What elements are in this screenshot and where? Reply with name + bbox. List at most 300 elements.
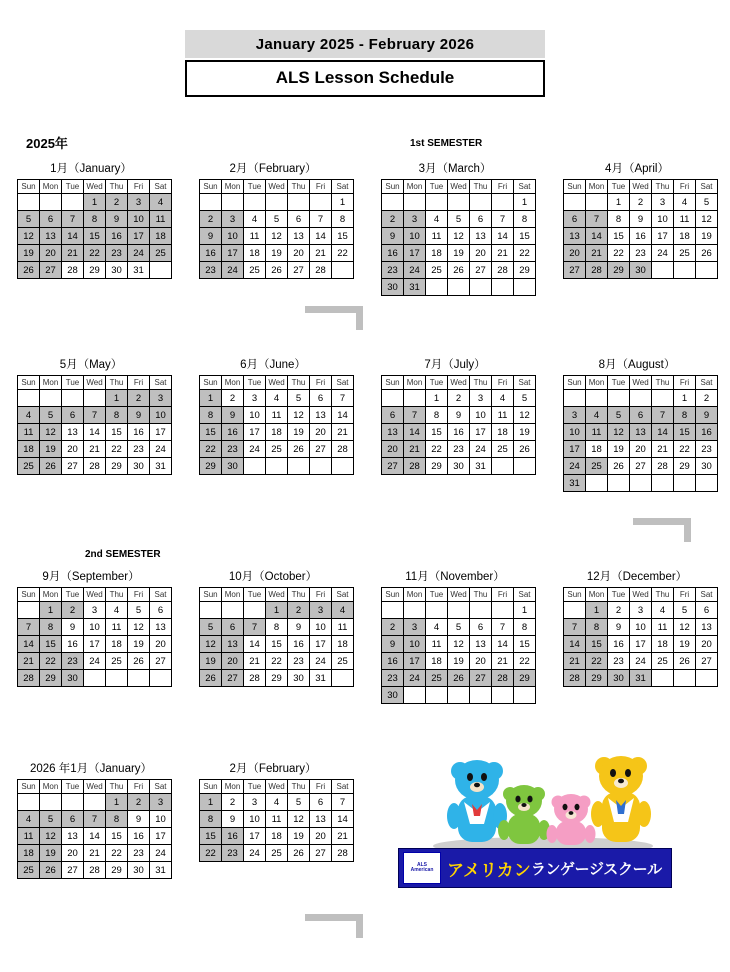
calendar-day-cell[interactable]: 12 [40, 828, 62, 845]
calendar-day-cell[interactable]: 28 [586, 262, 608, 279]
calendar-day-cell[interactable]: 13 [310, 811, 332, 828]
calendar-day-cell[interactable]: 19 [514, 424, 536, 441]
calendar-day-cell[interactable]: 14 [586, 228, 608, 245]
calendar-day-cell[interactable]: 4 [332, 602, 354, 619]
calendar-day-cell[interactable]: 25 [266, 845, 288, 862]
calendar-day-cell[interactable]: 10 [244, 811, 266, 828]
calendar-day-cell[interactable]: 21 [62, 245, 84, 262]
calendar-day-cell[interactable]: 24 [310, 653, 332, 670]
calendar-day-cell[interactable]: 19 [266, 245, 288, 262]
calendar-day-cell[interactable]: 1 [200, 794, 222, 811]
calendar-day-cell[interactable]: 20 [310, 828, 332, 845]
calendar-day-cell[interactable]: 2 [288, 602, 310, 619]
calendar-day-cell[interactable]: 6 [564, 211, 586, 228]
calendar-day-cell[interactable]: 1 [266, 602, 288, 619]
calendar-day-cell[interactable]: 10 [128, 211, 150, 228]
calendar-day-cell[interactable]: 19 [128, 636, 150, 653]
calendar-day-cell[interactable]: 12 [40, 424, 62, 441]
calendar-day-cell[interactable]: 24 [150, 845, 172, 862]
calendar-day-cell[interactable]: 12 [448, 636, 470, 653]
calendar-day-cell[interactable]: 21 [404, 441, 426, 458]
calendar-day-cell[interactable]: 14 [84, 828, 106, 845]
calendar-day-cell[interactable]: 2 [128, 390, 150, 407]
calendar-day-cell[interactable]: 8 [40, 619, 62, 636]
calendar-day-cell[interactable]: 24 [244, 845, 266, 862]
calendar-day-cell[interactable]: 14 [310, 228, 332, 245]
calendar-day-cell[interactable]: 25 [106, 653, 128, 670]
calendar-day-cell[interactable]: 15 [84, 228, 106, 245]
calendar-day-cell[interactable]: 30 [630, 262, 652, 279]
calendar-day-cell[interactable]: 6 [310, 794, 332, 811]
calendar-day-cell[interactable]: 28 [84, 458, 106, 475]
calendar-day-cell[interactable]: 28 [310, 262, 332, 279]
calendar-day-cell[interactable]: 9 [382, 636, 404, 653]
calendar-day-cell[interactable]: 26 [266, 262, 288, 279]
calendar-day-cell[interactable]: 11 [106, 619, 128, 636]
calendar-day-cell[interactable]: 14 [492, 228, 514, 245]
calendar-day-cell[interactable]: 5 [288, 794, 310, 811]
calendar-day-cell[interactable]: 24 [222, 262, 244, 279]
calendar-day-cell[interactable]: 16 [222, 828, 244, 845]
calendar-day-cell[interactable]: 27 [288, 262, 310, 279]
calendar-day-cell[interactable]: 18 [266, 424, 288, 441]
calendar-day-cell[interactable]: 12 [674, 619, 696, 636]
calendar-day-cell[interactable]: 2 [608, 602, 630, 619]
calendar-day-cell[interactable]: 3 [652, 194, 674, 211]
calendar-day-cell[interactable]: 19 [200, 653, 222, 670]
calendar-day-cell[interactable]: 27 [310, 441, 332, 458]
calendar-day-cell[interactable]: 7 [652, 407, 674, 424]
calendar-day-cell[interactable]: 27 [470, 670, 492, 687]
calendar-day-cell[interactable]: 6 [62, 811, 84, 828]
calendar-day-cell[interactable]: 28 [62, 262, 84, 279]
calendar-day-cell[interactable]: 22 [608, 245, 630, 262]
calendar-day-cell[interactable]: 22 [200, 845, 222, 862]
calendar-day-cell[interactable]: 25 [266, 441, 288, 458]
calendar-day-cell[interactable]: 8 [514, 619, 536, 636]
calendar-day-cell[interactable]: 17 [128, 228, 150, 245]
calendar-day-cell[interactable]: 18 [244, 245, 266, 262]
calendar-day-cell[interactable]: 2 [696, 390, 718, 407]
calendar-day-cell[interactable]: 15 [200, 424, 222, 441]
calendar-day-cell[interactable]: 8 [266, 619, 288, 636]
calendar-day-cell[interactable]: 10 [150, 811, 172, 828]
calendar-day-cell[interactable]: 23 [128, 441, 150, 458]
calendar-day-cell[interactable]: 28 [18, 670, 40, 687]
calendar-day-cell[interactable]: 22 [514, 653, 536, 670]
calendar-day-cell[interactable]: 16 [128, 424, 150, 441]
calendar-day-cell[interactable]: 10 [222, 228, 244, 245]
calendar-day-cell[interactable]: 29 [426, 458, 448, 475]
calendar-day-cell[interactable]: 2 [448, 390, 470, 407]
calendar-day-cell[interactable]: 2 [106, 194, 128, 211]
calendar-day-cell[interactable]: 13 [630, 424, 652, 441]
calendar-day-cell[interactable]: 5 [696, 194, 718, 211]
calendar-day-cell[interactable]: 29 [106, 458, 128, 475]
calendar-day-cell[interactable]: 14 [564, 636, 586, 653]
calendar-day-cell[interactable]: 6 [222, 619, 244, 636]
calendar-day-cell[interactable]: 7 [18, 619, 40, 636]
calendar-day-cell[interactable]: 27 [62, 862, 84, 879]
calendar-day-cell[interactable]: 19 [448, 245, 470, 262]
calendar-day-cell[interactable]: 3 [222, 211, 244, 228]
calendar-day-cell[interactable]: 7 [84, 407, 106, 424]
calendar-day-cell[interactable]: 29 [674, 458, 696, 475]
calendar-day-cell[interactable]: 20 [150, 636, 172, 653]
calendar-day-cell[interactable]: 15 [608, 228, 630, 245]
calendar-day-cell[interactable]: 23 [288, 653, 310, 670]
calendar-day-cell[interactable]: 20 [470, 245, 492, 262]
calendar-day-cell[interactable]: 18 [426, 653, 448, 670]
calendar-day-cell[interactable]: 30 [382, 279, 404, 296]
calendar-day-cell[interactable]: 21 [310, 245, 332, 262]
calendar-day-cell[interactable]: 12 [288, 407, 310, 424]
calendar-day-cell[interactable]: 19 [696, 228, 718, 245]
calendar-day-cell[interactable]: 10 [310, 619, 332, 636]
calendar-day-cell[interactable]: 10 [470, 407, 492, 424]
calendar-day-cell[interactable]: 16 [222, 424, 244, 441]
calendar-day-cell[interactable]: 5 [18, 211, 40, 228]
calendar-day-cell[interactable]: 2 [222, 794, 244, 811]
calendar-day-cell[interactable]: 2 [382, 619, 404, 636]
calendar-day-cell[interactable]: 3 [310, 602, 332, 619]
calendar-day-cell[interactable]: 29 [608, 262, 630, 279]
calendar-day-cell[interactable]: 3 [404, 619, 426, 636]
calendar-day-cell[interactable]: 22 [426, 441, 448, 458]
calendar-day-cell[interactable]: 17 [84, 636, 106, 653]
calendar-day-cell[interactable]: 21 [84, 845, 106, 862]
calendar-day-cell[interactable]: 30 [288, 670, 310, 687]
calendar-day-cell[interactable]: 18 [266, 828, 288, 845]
calendar-day-cell[interactable]: 15 [106, 828, 128, 845]
calendar-day-cell[interactable]: 6 [696, 602, 718, 619]
calendar-day-cell[interactable]: 1 [674, 390, 696, 407]
calendar-day-cell[interactable]: 1 [84, 194, 106, 211]
calendar-day-cell[interactable]: 2 [222, 390, 244, 407]
calendar-day-cell[interactable]: 21 [564, 653, 586, 670]
calendar-day-cell[interactable]: 21 [652, 441, 674, 458]
calendar-day-cell[interactable]: 18 [18, 845, 40, 862]
calendar-day-cell[interactable]: 10 [652, 211, 674, 228]
calendar-day-cell[interactable]: 12 [200, 636, 222, 653]
calendar-day-cell[interactable]: 13 [470, 228, 492, 245]
calendar-day-cell[interactable]: 1 [514, 602, 536, 619]
calendar-day-cell[interactable]: 26 [448, 670, 470, 687]
calendar-day-cell[interactable]: 9 [630, 211, 652, 228]
calendar-day-cell[interactable]: 26 [448, 262, 470, 279]
calendar-day-cell[interactable]: 29 [106, 862, 128, 879]
calendar-day-cell[interactable]: 28 [652, 458, 674, 475]
calendar-day-cell[interactable]: 19 [288, 828, 310, 845]
calendar-day-cell[interactable]: 12 [514, 407, 536, 424]
calendar-day-cell[interactable]: 17 [222, 245, 244, 262]
calendar-day-cell[interactable]: 4 [492, 390, 514, 407]
calendar-day-cell[interactable]: 18 [332, 636, 354, 653]
calendar-day-cell[interactable]: 28 [332, 845, 354, 862]
calendar-day-cell[interactable]: 24 [630, 653, 652, 670]
calendar-day-cell[interactable]: 30 [382, 687, 404, 704]
calendar-day-cell[interactable]: 18 [586, 441, 608, 458]
calendar-day-cell[interactable]: 11 [674, 211, 696, 228]
calendar-day-cell[interactable]: 4 [652, 602, 674, 619]
calendar-day-cell[interactable]: 10 [404, 636, 426, 653]
calendar-day-cell[interactable]: 23 [608, 653, 630, 670]
calendar-day-cell[interactable]: 29 [84, 262, 106, 279]
calendar-day-cell[interactable]: 1 [106, 390, 128, 407]
calendar-day-cell[interactable]: 3 [150, 794, 172, 811]
calendar-day-cell[interactable]: 12 [266, 228, 288, 245]
calendar-day-cell[interactable]: 6 [62, 407, 84, 424]
calendar-day-cell[interactable]: 27 [310, 845, 332, 862]
calendar-day-cell[interactable]: 17 [150, 828, 172, 845]
calendar-day-cell[interactable]: 13 [696, 619, 718, 636]
calendar-day-cell[interactable]: 22 [586, 653, 608, 670]
calendar-day-cell[interactable]: 20 [470, 653, 492, 670]
calendar-day-cell[interactable]: 23 [448, 441, 470, 458]
calendar-day-cell[interactable]: 8 [200, 811, 222, 828]
calendar-day-cell[interactable]: 14 [84, 424, 106, 441]
calendar-day-cell[interactable]: 23 [200, 262, 222, 279]
calendar-day-cell[interactable]: 7 [404, 407, 426, 424]
calendar-day-cell[interactable]: 15 [266, 636, 288, 653]
calendar-day-cell[interactable]: 6 [470, 211, 492, 228]
calendar-day-cell[interactable]: 5 [608, 407, 630, 424]
calendar-day-cell[interactable]: 26 [608, 458, 630, 475]
calendar-day-cell[interactable]: 7 [492, 211, 514, 228]
calendar-day-cell[interactable]: 3 [244, 794, 266, 811]
calendar-day-cell[interactable]: 20 [222, 653, 244, 670]
calendar-day-cell[interactable]: 22 [84, 245, 106, 262]
calendar-day-cell[interactable]: 1 [40, 602, 62, 619]
calendar-day-cell[interactable]: 29 [266, 670, 288, 687]
calendar-day-cell[interactable]: 21 [84, 441, 106, 458]
calendar-day-cell[interactable]: 22 [266, 653, 288, 670]
calendar-day-cell[interactable]: 26 [288, 845, 310, 862]
calendar-day-cell[interactable]: 30 [222, 458, 244, 475]
calendar-day-cell[interactable]: 2 [62, 602, 84, 619]
calendar-day-cell[interactable]: 16 [62, 636, 84, 653]
calendar-day-cell[interactable]: 6 [40, 211, 62, 228]
calendar-day-cell[interactable]: 11 [332, 619, 354, 636]
calendar-day-cell[interactable]: 15 [514, 228, 536, 245]
calendar-day-cell[interactable]: 17 [404, 653, 426, 670]
calendar-day-cell[interactable]: 26 [40, 458, 62, 475]
calendar-day-cell[interactable]: 11 [586, 424, 608, 441]
calendar-day-cell[interactable]: 16 [128, 828, 150, 845]
calendar-day-cell[interactable]: 29 [514, 670, 536, 687]
calendar-day-cell[interactable]: 15 [674, 424, 696, 441]
calendar-day-cell[interactable]: 10 [84, 619, 106, 636]
calendar-day-cell[interactable]: 5 [674, 602, 696, 619]
calendar-day-cell[interactable]: 3 [470, 390, 492, 407]
calendar-day-cell[interactable]: 24 [244, 441, 266, 458]
calendar-day-cell[interactable]: 25 [18, 458, 40, 475]
calendar-day-cell[interactable]: 20 [630, 441, 652, 458]
calendar-day-cell[interactable]: 11 [426, 636, 448, 653]
calendar-day-cell[interactable]: 19 [40, 441, 62, 458]
calendar-day-cell[interactable]: 31 [128, 262, 150, 279]
calendar-day-cell[interactable]: 9 [448, 407, 470, 424]
calendar-day-cell[interactable]: 1 [514, 194, 536, 211]
calendar-day-cell[interactable]: 4 [674, 194, 696, 211]
calendar-day-cell[interactable]: 27 [564, 262, 586, 279]
calendar-day-cell[interactable]: 17 [470, 424, 492, 441]
calendar-day-cell[interactable]: 16 [382, 245, 404, 262]
calendar-day-cell[interactable]: 15 [586, 636, 608, 653]
calendar-day-cell[interactable]: 28 [244, 670, 266, 687]
calendar-day-cell[interactable]: 17 [150, 424, 172, 441]
calendar-day-cell[interactable]: 27 [630, 458, 652, 475]
calendar-day-cell[interactable]: 14 [244, 636, 266, 653]
calendar-day-cell[interactable]: 18 [492, 424, 514, 441]
calendar-day-cell[interactable]: 16 [608, 636, 630, 653]
calendar-day-cell[interactable]: 21 [492, 653, 514, 670]
calendar-day-cell[interactable]: 17 [404, 245, 426, 262]
calendar-day-cell[interactable]: 8 [608, 211, 630, 228]
calendar-day-cell[interactable]: 20 [696, 636, 718, 653]
calendar-day-cell[interactable]: 2 [200, 211, 222, 228]
calendar-day-cell[interactable]: 22 [514, 245, 536, 262]
calendar-day-cell[interactable]: 23 [222, 441, 244, 458]
calendar-day-cell[interactable]: 11 [652, 619, 674, 636]
calendar-day-cell[interactable]: 23 [382, 670, 404, 687]
calendar-day-cell[interactable]: 22 [332, 245, 354, 262]
calendar-day-cell[interactable]: 21 [244, 653, 266, 670]
calendar-day-cell[interactable]: 29 [40, 670, 62, 687]
calendar-day-cell[interactable]: 6 [310, 390, 332, 407]
calendar-day-cell[interactable]: 21 [18, 653, 40, 670]
calendar-day-cell[interactable]: 3 [128, 194, 150, 211]
calendar-day-cell[interactable]: 4 [150, 194, 172, 211]
calendar-day-cell[interactable]: 18 [150, 228, 172, 245]
calendar-day-cell[interactable]: 25 [426, 262, 448, 279]
calendar-day-cell[interactable]: 4 [426, 211, 448, 228]
calendar-day-cell[interactable]: 11 [492, 407, 514, 424]
calendar-day-cell[interactable]: 26 [288, 441, 310, 458]
calendar-day-cell[interactable]: 23 [128, 845, 150, 862]
calendar-day-cell[interactable]: 22 [200, 441, 222, 458]
calendar-day-cell[interactable]: 9 [106, 211, 128, 228]
calendar-day-cell[interactable]: 21 [492, 245, 514, 262]
calendar-day-cell[interactable]: 14 [332, 811, 354, 828]
calendar-day-cell[interactable]: 4 [106, 602, 128, 619]
calendar-day-cell[interactable]: 28 [404, 458, 426, 475]
calendar-day-cell[interactable]: 24 [150, 441, 172, 458]
calendar-day-cell[interactable]: 26 [128, 653, 150, 670]
calendar-day-cell[interactable]: 10 [564, 424, 586, 441]
calendar-day-cell[interactable]: 26 [40, 862, 62, 879]
calendar-day-cell[interactable]: 24 [404, 670, 426, 687]
calendar-day-cell[interactable]: 13 [40, 228, 62, 245]
calendar-day-cell[interactable]: 4 [18, 811, 40, 828]
calendar-day-cell[interactable]: 23 [106, 245, 128, 262]
calendar-day-cell[interactable]: 19 [608, 441, 630, 458]
calendar-day-cell[interactable]: 5 [448, 211, 470, 228]
calendar-day-cell[interactable]: 13 [470, 636, 492, 653]
calendar-day-cell[interactable]: 1 [586, 602, 608, 619]
calendar-day-cell[interactable]: 6 [150, 602, 172, 619]
calendar-day-cell[interactable]: 19 [674, 636, 696, 653]
calendar-day-cell[interactable]: 15 [332, 228, 354, 245]
calendar-day-cell[interactable]: 20 [62, 441, 84, 458]
calendar-day-cell[interactable]: 24 [84, 653, 106, 670]
calendar-day-cell[interactable]: 18 [674, 228, 696, 245]
calendar-day-cell[interactable]: 8 [514, 211, 536, 228]
calendar-day-cell[interactable]: 3 [630, 602, 652, 619]
calendar-day-cell[interactable]: 17 [564, 441, 586, 458]
calendar-day-cell[interactable]: 26 [696, 245, 718, 262]
calendar-day-cell[interactable]: 28 [332, 441, 354, 458]
calendar-day-cell[interactable]: 30 [128, 458, 150, 475]
calendar-day-cell[interactable]: 10 [244, 407, 266, 424]
calendar-day-cell[interactable]: 8 [586, 619, 608, 636]
calendar-day-cell[interactable]: 22 [106, 845, 128, 862]
calendar-day-cell[interactable]: 6 [382, 407, 404, 424]
calendar-day-cell[interactable]: 24 [564, 458, 586, 475]
calendar-day-cell[interactable]: 11 [244, 228, 266, 245]
calendar-day-cell[interactable]: 20 [564, 245, 586, 262]
calendar-day-cell[interactable]: 17 [652, 228, 674, 245]
calendar-day-cell[interactable]: 7 [62, 211, 84, 228]
calendar-day-cell[interactable]: 25 [652, 653, 674, 670]
calendar-day-cell[interactable]: 14 [652, 424, 674, 441]
calendar-day-cell[interactable]: 11 [18, 828, 40, 845]
calendar-day-cell[interactable]: 25 [18, 862, 40, 879]
calendar-day-cell[interactable]: 30 [62, 670, 84, 687]
calendar-day-cell[interactable]: 31 [150, 862, 172, 879]
calendar-day-cell[interactable]: 27 [696, 653, 718, 670]
calendar-day-cell[interactable]: 19 [448, 653, 470, 670]
calendar-day-cell[interactable]: 18 [106, 636, 128, 653]
calendar-day-cell[interactable]: 14 [404, 424, 426, 441]
calendar-day-cell[interactable]: 16 [106, 228, 128, 245]
calendar-day-cell[interactable]: 27 [382, 458, 404, 475]
calendar-day-cell[interactable]: 9 [382, 228, 404, 245]
calendar-day-cell[interactable]: 25 [426, 670, 448, 687]
calendar-day-cell[interactable]: 28 [492, 670, 514, 687]
calendar-day-cell[interactable]: 28 [492, 262, 514, 279]
calendar-day-cell[interactable]: 11 [426, 228, 448, 245]
calendar-day-cell[interactable]: 21 [332, 424, 354, 441]
calendar-day-cell[interactable]: 14 [492, 636, 514, 653]
calendar-day-cell[interactable]: 1 [200, 390, 222, 407]
calendar-day-cell[interactable]: 26 [514, 441, 536, 458]
calendar-day-cell[interactable]: 18 [426, 245, 448, 262]
calendar-day-cell[interactable]: 4 [426, 619, 448, 636]
calendar-day-cell[interactable]: 7 [492, 619, 514, 636]
calendar-day-cell[interactable]: 9 [696, 407, 718, 424]
calendar-day-cell[interactable]: 22 [106, 441, 128, 458]
calendar-day-cell[interactable]: 2 [128, 794, 150, 811]
calendar-day-cell[interactable]: 7 [84, 811, 106, 828]
calendar-day-cell[interactable]: 31 [470, 458, 492, 475]
calendar-day-cell[interactable]: 3 [404, 211, 426, 228]
calendar-day-cell[interactable]: 8 [674, 407, 696, 424]
calendar-day-cell[interactable]: 17 [244, 828, 266, 845]
calendar-day-cell[interactable]: 7 [244, 619, 266, 636]
calendar-day-cell[interactable]: 27 [222, 670, 244, 687]
calendar-day-cell[interactable]: 18 [652, 636, 674, 653]
calendar-day-cell[interactable]: 4 [266, 390, 288, 407]
calendar-day-cell[interactable]: 3 [564, 407, 586, 424]
calendar-day-cell[interactable]: 3 [150, 390, 172, 407]
calendar-day-cell[interactable]: 19 [18, 245, 40, 262]
calendar-day-cell[interactable]: 9 [128, 407, 150, 424]
calendar-day-cell[interactable]: 4 [244, 211, 266, 228]
calendar-day-cell[interactable]: 16 [288, 636, 310, 653]
calendar-day-cell[interactable]: 31 [150, 458, 172, 475]
calendar-day-cell[interactable]: 1 [426, 390, 448, 407]
